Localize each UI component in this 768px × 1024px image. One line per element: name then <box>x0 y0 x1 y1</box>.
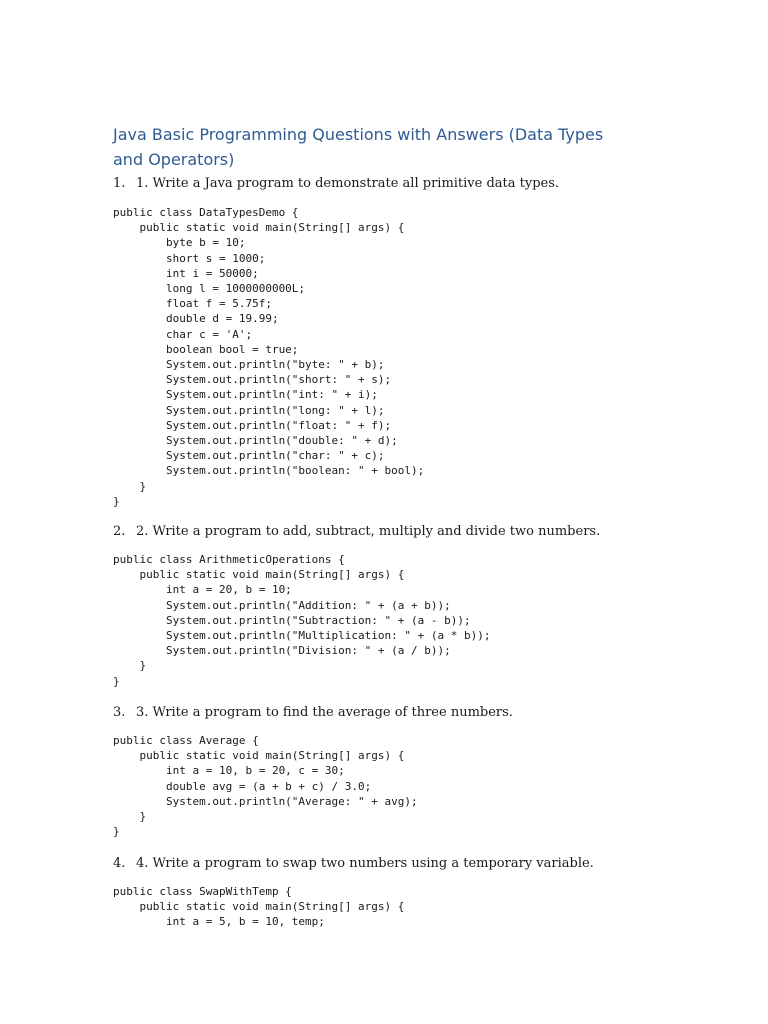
question-heading <box>113 524 600 540</box>
code-block: public class DataTypesDemo { public static void main(String[] args) { byte b = 10; short s = 1000; int i = 50000; long l = 1000000000L; float f = 5.75f; double d = 19.99; char c = 'A'; boolean bool = true; System.out.println("byte: " + b); System.out.println("short: " + s); System.out.println("int: " + i); System.out.println("long: " + l); System.out.println("float: " + f); System.out.println("double: " + d); System.out.println("char: " + c); System.out.println("boolean: " + bool); } } <box>113 206 425 508</box>
question-number: 4. <box>113 856 126 871</box>
question-heading <box>113 705 513 721</box>
question-number: 2. <box>113 524 126 539</box>
question-number: 1. <box>113 176 126 191</box>
question-text: 3. Write a program to find the average of three numbers. <box>136 705 513 720</box>
question-number: 3. <box>113 705 126 720</box>
question-text: 2. Write a program to add, subtract, multiply and divide two numbers. <box>136 524 601 539</box>
document-title: Java Basic Programming Questions with Answers (Data Types and Operators) <box>113 125 604 169</box>
question-heading <box>113 176 559 192</box>
question-text: 1. Write a Java program to demonstrate all primitive data types. <box>136 176 560 191</box>
code-block: public class Average { public static void main(String[] args) { int a = 10, b = 20, c = 30; double avg = (a + b + c) / 3.0; System.out.println("Average: " + avg); } } <box>113 734 418 839</box>
code-block: public class SwapWithTemp { public static void main(String[] args) { int a = 5, b = 10, temp; <box>113 885 405 929</box>
question-text: 4. Write a program to swap two numbers using a temporary variable. <box>136 856 594 871</box>
question-heading <box>113 856 594 872</box>
code-block: public class ArithmeticOperations { public static void main(String[] args) { int a = 20, b = 10; System.out.println("Addition: " + (a + b)); System.out.println("Subtraction: " + (a - b)); System.out.println("Multiplication: " + (a * b)); System.out.println("Division: " + (a / b)); } } <box>113 553 491 688</box>
